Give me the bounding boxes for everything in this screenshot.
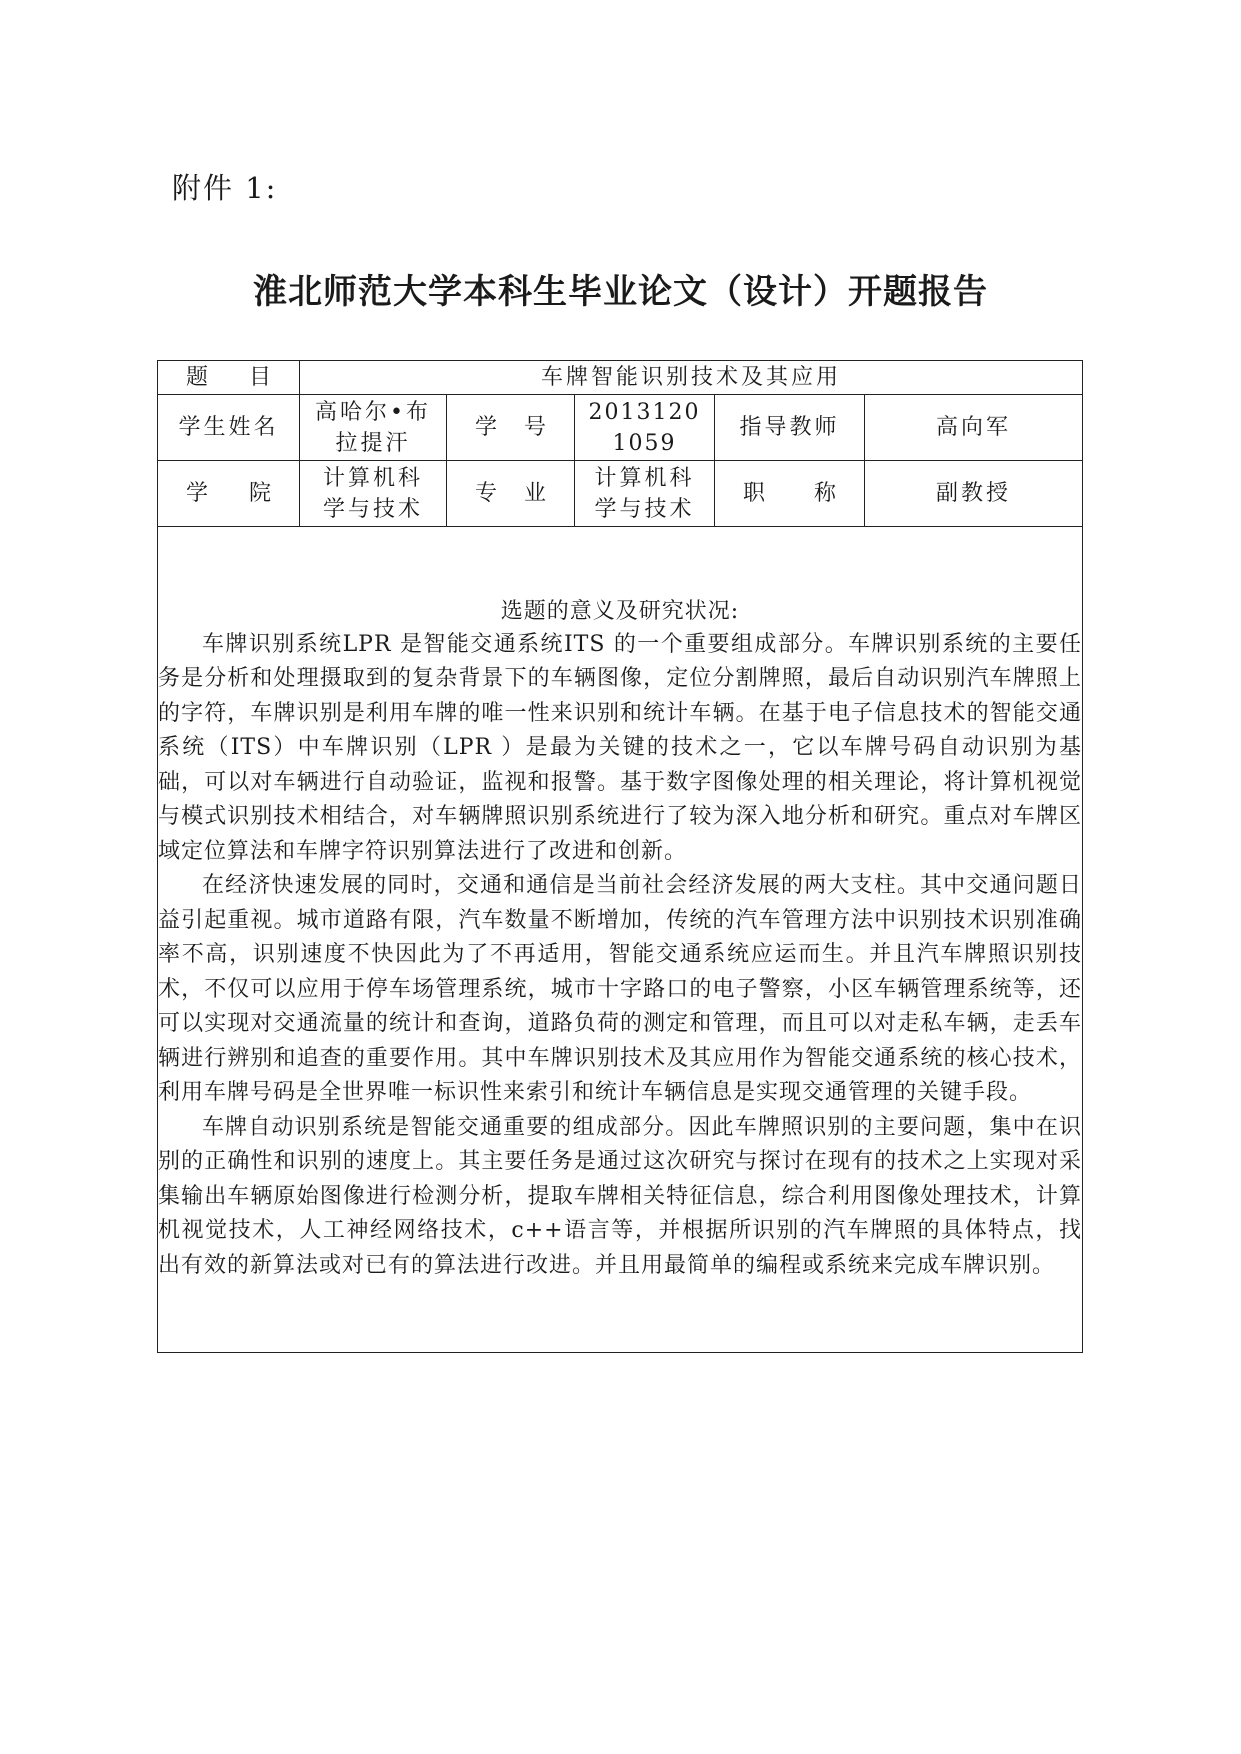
paragraph: 在经济快速发展的同时，交通和通信是当前社会经济发展的两大支柱。其中交通问题日益引起重视。城市道路有限，汽车数量不断增加，传统的汽车管理方法中识别技术识别准确率不高，识别速度不快因此为了不再适用，智能交通系统应运而生。并且汽车牌照识别技术，不仅可以应用于停车场管理系统，城市十字路口的电子警察，小区车辆管理系统等，还可以实现对交通流量的统计和查询，道路负荷的测定和管理，而且可以对走私车辆，走丢车辆进行辨别和追查的重要作用。其中车牌识别技术及其应用作为智能交通系统的核心技术，利用车牌号码是全世界唯一标识性来索引和统计车辆信息是实现交通管理的关键手段。	[158, 873, 1082, 1106]
student-name-label: 学生姓名	[158, 395, 300, 461]
major-label-char-1: 专	[475, 481, 498, 506]
topic-label-char-1: 题	[186, 365, 209, 390]
student-id-label-char-2: 号	[523, 415, 546, 440]
advisor-value: 高向军	[865, 395, 1083, 461]
attachment-label: 附件 1:	[172, 171, 278, 205]
advisor-label: 指导教师	[715, 395, 865, 461]
paragraph: 车牌识别系统LPR 是智能交通系统ITS 的一个重要组成部分。车牌识别系统的主要任务是分析和处理摄取到的复杂背景下的车辆图像，定位分割牌照，最后自动识别汽车牌照上的字符，车牌识别是利用车牌的唯一性来识别和统计车辆。在基于电子信息技术的智能交通系统（ITS）中车牌识别（LPR ）是最为关键的技术之一，它以车牌号码自动识别为基础，可以对车辆进行自动验证，监视和报警。基于数字图像处理的相关理论，将计算机视觉与模式识别技术相结合，对车辆牌照识别系统进行了较为深入地分析和研究。重点对车牌区域定位算法和车牌字符识别算法进行了改进和创新。	[158, 631, 1082, 864]
major-value: 计算机科学与技术	[575, 461, 715, 527]
student-row	[158, 395, 1083, 461]
college-value: 计算机科学与技术	[300, 461, 447, 527]
college-label	[158, 461, 300, 527]
paragraph: 车牌自动识别系统是智能交通重要的组成部分。因此车牌照识别的主要问题，集中在识别的正确性和识别的速度上。其主要任务是通过这次研究与探讨在现有的技术之上实现对采集输出车辆原始图像进行检测分析，提取车牌相关特征信息，综合利用图像处理技术，计算机视觉技术，人工神经网络技术，c++语言等，并根据所识别的汽车牌照的具体特点，找出有效的新算法或对已有的算法进行改进。并且用最简单的编程或系统来完成车牌识别。	[158, 1114, 1082, 1278]
major-label-char-2: 业	[523, 481, 546, 506]
title-label-char-1: 职	[743, 481, 766, 506]
student-id-label	[447, 395, 575, 461]
title-value: 副教授	[865, 461, 1083, 527]
proposal-form-table	[157, 360, 1083, 1353]
student-id-label-char-1: 学	[475, 415, 498, 440]
topic-value: 车牌智能识别技术及其应用	[300, 361, 1083, 395]
student-name-value: 高哈尔•布拉提汗	[300, 395, 447, 461]
college-row	[158, 461, 1083, 527]
content-cell	[158, 527, 1083, 1353]
topic-row	[158, 361, 1083, 395]
student-id-value: 20131201059	[575, 395, 715, 461]
section-heading: 选题的意义及研究状况:	[500, 598, 740, 624]
title-label-char-2: 称	[813, 481, 836, 506]
content-row	[158, 527, 1083, 1353]
topic-label	[158, 361, 300, 395]
title-label	[715, 461, 865, 527]
college-label-char-1: 学	[186, 481, 209, 506]
major-label	[447, 461, 575, 527]
college-label-char-2: 院	[248, 481, 271, 506]
document-title: 淮北师范大学本科生毕业论文（设计）开题报告	[253, 272, 988, 312]
topic-label-char-2: 目	[248, 365, 271, 390]
